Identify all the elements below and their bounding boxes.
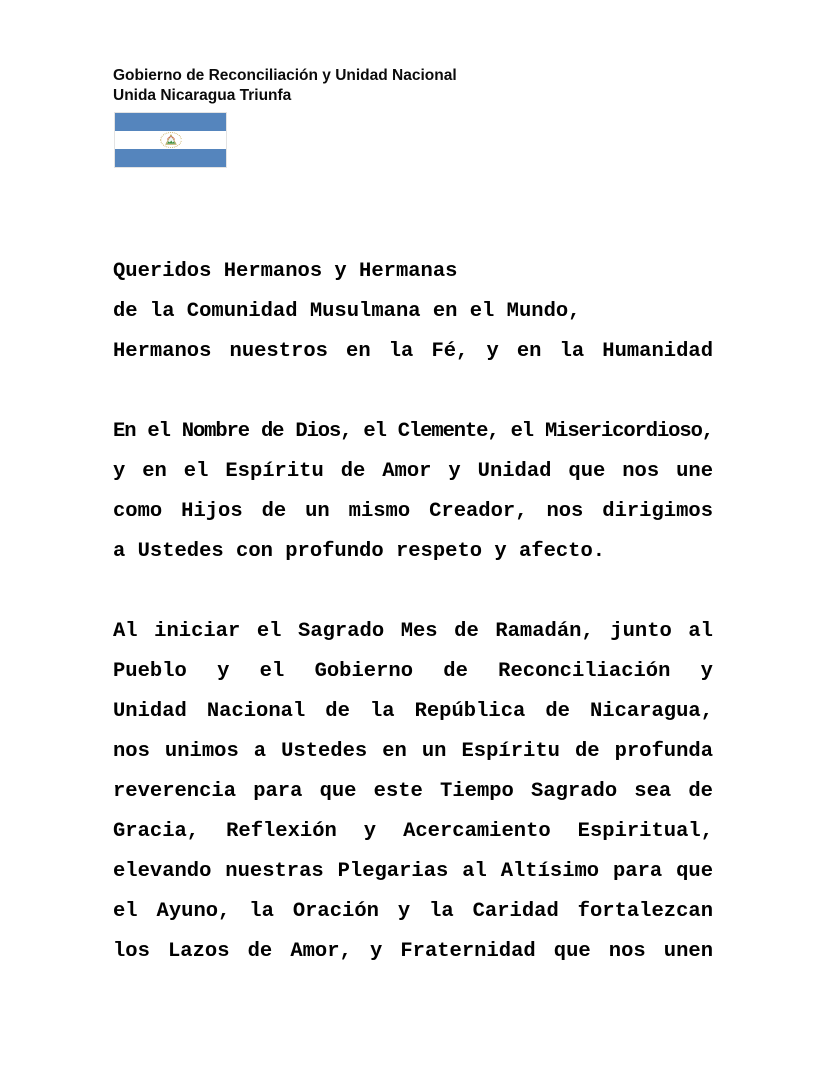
paragraph2-line: Al iniciar el Sagrado Mes de Ramadán, junto al (113, 620, 713, 643)
paragraph1-line: a Ustedes con profundo respeto y afecto. (113, 540, 606, 563)
paragraph-spacer (113, 372, 713, 412)
letter-body (113, 252, 713, 972)
paragraph2-line: Unidad Nacional de la República de Nicaragua, (113, 700, 713, 723)
letterhead (113, 66, 457, 106)
letterhead-government-title: Gobierno de Reconciliación y Unidad Nacional (113, 67, 457, 84)
paragraph2-line: reverencia para que este Tiempo Sagrado sea de (113, 780, 713, 803)
salutation-line: Queridos Hermanos y Hermanas (113, 260, 458, 283)
paragraph2-line: los Lazos de Amor, y Fraternidad que nos unen (113, 940, 713, 963)
salutation-line: Hermanos nuestros en la Fé, y en la Humanidad (113, 340, 713, 363)
paragraph2-line: elevando nuestras Plegarias al Altísimo para que (113, 860, 713, 883)
coat-of-arms-icon (157, 131, 185, 150)
paragraph1-line: como Hijos de un mismo Creador, nos dirigimos (113, 500, 713, 523)
salutation-line: de la Comunidad Musulmana en el Mundo, (113, 300, 581, 323)
letterhead-slogan: Unida Nicaragua Triunfa (113, 87, 292, 104)
nicaragua-flag (115, 113, 226, 167)
paragraph-spacer (113, 572, 713, 612)
paragraph2-line: nos unimos a Ustedes en un Espíritu de profunda (113, 740, 713, 763)
paragraph2-line: Pueblo y el Gobierno de Reconciliación y (113, 660, 713, 683)
flag-stripe-bottom (115, 149, 226, 167)
paragraph2-line: Gracia, Reflexión y Acercamiento Espiritual, (113, 820, 713, 843)
paragraph1-line: En el Nombre de Dios, el Clemente, el Misericordioso, (113, 420, 713, 443)
flag-stripe-top (115, 113, 226, 131)
paragraph2-line: el Ayuno, la Oración y la Caridad fortalezcan (113, 900, 713, 923)
paragraph1-line: y en el Espíritu de Amor y Unidad que nos une (113, 460, 713, 483)
